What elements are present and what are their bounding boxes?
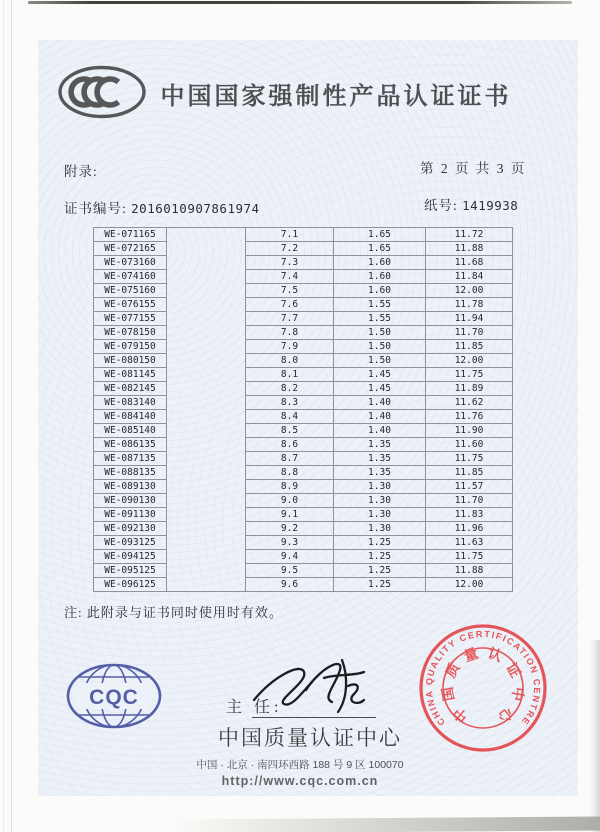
value1-cell: 9.5 [246,564,334,578]
certificate-number-label: 证书编号: [64,201,127,216]
model-cell: WE-074160 [94,270,167,284]
model-cell: WE-089130 [94,480,167,494]
table-row [94,242,513,256]
value1-cell: 7.6 [246,298,334,312]
value3-cell: 11.85 [426,466,513,480]
certificate-number-value: 2016010907861974 [131,201,260,216]
value1-cell: 7.4 [246,270,334,284]
stamp-char: 认 [485,646,504,666]
value1-cell: 7.9 [246,340,334,354]
table-row [94,256,513,270]
paper-number-value: 1419938 [462,198,519,213]
cqc-globe-logo-icon [64,662,164,732]
certificate-number-line [64,197,260,217]
certification-stamp [415,620,551,756]
table-row [94,536,513,550]
model-cell: WE-076155 [94,298,167,312]
value2-cell: 1.25 [334,536,426,550]
value2-cell: 1.35 [334,438,426,452]
value2-cell: 1.30 [334,480,426,494]
value3-cell: 11.90 [426,424,513,438]
appendix-label: 附录: [64,164,98,179]
value3-cell: 12.00 [426,354,513,368]
value3-cell: 11.57 [426,480,513,494]
value2-cell: 1.25 [334,564,426,578]
organization-name: 中国质量认证中心 [218,727,402,750]
value3-cell: 11.88 [426,564,513,578]
value2-cell: 1.30 [334,494,426,508]
value1-cell: 7.7 [246,312,334,326]
value1-cell: 8.0 [246,354,334,368]
stamp-char: 量 [462,646,481,666]
value1-cell: 9.2 [246,522,334,536]
cqc-logo-label: CQC [89,686,139,709]
director-signature [248,650,383,718]
scan-edge-top [28,1,572,4]
value3-cell: 11.70 [426,494,513,508]
table-row [94,340,513,354]
value3-cell: 11.88 [426,242,513,256]
value1-cell: 8.5 [246,424,334,438]
value3-cell: 11.96 [426,522,513,536]
model-cell: WE-075160 [94,284,167,298]
table-row [94,452,513,466]
value2-cell: 1.55 [334,312,426,326]
value3-cell: 11.62 [426,396,513,410]
spec-table [93,227,513,592]
paper-number-label: 纸号: [424,198,458,213]
value1-cell: 9.1 [246,508,334,522]
model-cell: WE-071165 [94,228,167,242]
value1-cell: 8.4 [246,410,334,424]
value1-cell: 8.7 [246,452,334,466]
table-row [94,494,513,508]
value3-cell: 11.85 [426,340,513,354]
value1-cell: 8.2 [246,382,334,396]
table-row [94,228,513,242]
table-row [94,382,513,396]
stamp-ring-text: CHINA QUALITY CERTIFICATION CENTRE [423,628,543,728]
value2-cell: 1.55 [334,298,426,312]
table-row [94,466,513,480]
table-row [94,270,513,284]
stamp-char: 中 [450,703,472,725]
value1-cell: 9.4 [246,550,334,564]
model-cell: WE-087135 [94,452,167,466]
value1-cell: 8.9 [246,480,334,494]
value2-cell: 1.50 [334,354,426,368]
value3-cell: 11.84 [426,270,513,284]
value1-cell: 9.6 [246,578,334,592]
scan-edge-left [11,0,12,832]
value1-cell: 7.2 [246,242,334,256]
value1-cell: 7.5 [246,284,334,298]
value2-cell: 1.40 [334,410,426,424]
scan-shadow-right [590,640,600,832]
table-row [94,298,513,312]
value2-cell: 1.60 [334,270,426,284]
table-row [94,522,513,536]
value3-cell: 12.00 [426,284,513,298]
model-cell: WE-082145 [94,382,167,396]
value3-cell: 11.89 [426,382,513,396]
scan-edge-left-2 [3,0,4,832]
model-cell: WE-084140 [94,410,167,424]
stamp-char: 质 [443,661,464,681]
model-cell: WE-096125 [94,578,167,592]
model-cell: WE-093125 [94,536,167,550]
model-cell: WE-078150 [94,326,167,340]
value2-cell: 1.25 [334,550,426,564]
model-cell: WE-088135 [94,466,167,480]
value2-cell: 1.35 [334,452,426,466]
value1-cell: 8.8 [246,466,334,480]
value2-cell: 1.45 [334,368,426,382]
model-cell: WE-072165 [94,242,167,256]
table-row [94,354,513,368]
value1-cell: 9.0 [246,494,334,508]
spec-table-body [94,228,513,592]
model-cell: WE-094125 [94,550,167,564]
value3-cell: 11.70 [426,326,513,340]
table-row [94,578,513,592]
website-url: http://www.cqc.com.cn [221,774,379,788]
value2-cell: 1.65 [334,242,426,256]
value2-cell: 1.50 [334,326,426,340]
model-cell: WE-083140 [94,396,167,410]
certificate-title: 中国国家强制性产品认证证书 [160,83,512,110]
model-cell: WE-081145 [94,368,167,382]
table-row [94,480,513,494]
value3-cell: 11.94 [426,312,513,326]
value2-cell: 1.40 [334,396,426,410]
value3-cell: 11.68 [426,256,513,270]
page-number-info: 第 2 页 共 3 页 [420,161,527,176]
value1-cell: 8.3 [246,396,334,410]
table-row [94,550,513,564]
value3-cell: 11.75 [426,452,513,466]
value3-cell: 11.75 [426,550,513,564]
merged-empty-cell [167,228,246,592]
stamp-char: 证 [502,661,523,681]
value2-cell: 1.35 [334,466,426,480]
ccc-logo-icon [56,64,148,120]
value1-cell: 8.1 [246,368,334,382]
value2-cell: 1.50 [334,340,426,354]
table-row [94,508,513,522]
stamp-char: 心 [494,703,516,725]
value3-cell: 11.63 [426,536,513,550]
table-row [94,424,513,438]
stamp-char: 中 [507,685,526,703]
value1-cell: 8.6 [246,438,334,452]
value2-cell: 1.30 [334,522,426,536]
organization-address: 中国 · 北京 · 南四环西路 188 号 9 区 100070 [196,759,404,771]
model-cell: WE-085140 [94,424,167,438]
director-label: 主 任: [226,699,283,716]
model-cell: WE-095125 [94,564,167,578]
model-cell: WE-086135 [94,438,167,452]
value2-cell: 1.40 [334,424,426,438]
model-cell: WE-073160 [94,256,167,270]
value3-cell: 12.00 [426,578,513,592]
model-cell: WE-079150 [94,340,167,354]
model-cell: WE-091130 [94,508,167,522]
table-row [94,312,513,326]
table-row [94,284,513,298]
value1-cell: 9.3 [246,536,334,550]
model-cell: WE-090130 [94,494,167,508]
table-row [94,396,513,410]
model-cell: WE-080150 [94,354,167,368]
value3-cell: 11.75 [426,368,513,382]
model-cell: WE-077155 [94,312,167,326]
value3-cell: 11.60 [426,438,513,452]
value1-cell: 7.1 [246,228,334,242]
value3-cell: 11.78 [426,298,513,312]
stamp-char: 国 [440,685,459,703]
value3-cell: 11.76 [426,410,513,424]
value1-cell: 7.8 [246,326,334,340]
value2-cell: 1.30 [334,508,426,522]
value2-cell: 1.25 [334,578,426,592]
model-cell: WE-092130 [94,522,167,536]
value3-cell: 11.83 [426,508,513,522]
scan-shadow-bottom [170,816,600,832]
table-row [94,326,513,340]
value2-cell: 1.60 [334,256,426,270]
value2-cell: 1.65 [334,228,426,242]
validity-note: 注: 此附录与证书同时使用时有效。 [64,605,283,620]
value3-cell: 11.72 [426,228,513,242]
value2-cell: 1.60 [334,284,426,298]
value1-cell: 7.3 [246,256,334,270]
value2-cell: 1.45 [334,382,426,396]
table-row [94,438,513,452]
table-row [94,368,513,382]
table-row [94,564,513,578]
signature-line [252,717,376,718]
table-row [94,410,513,424]
paper-number-line [424,194,518,214]
